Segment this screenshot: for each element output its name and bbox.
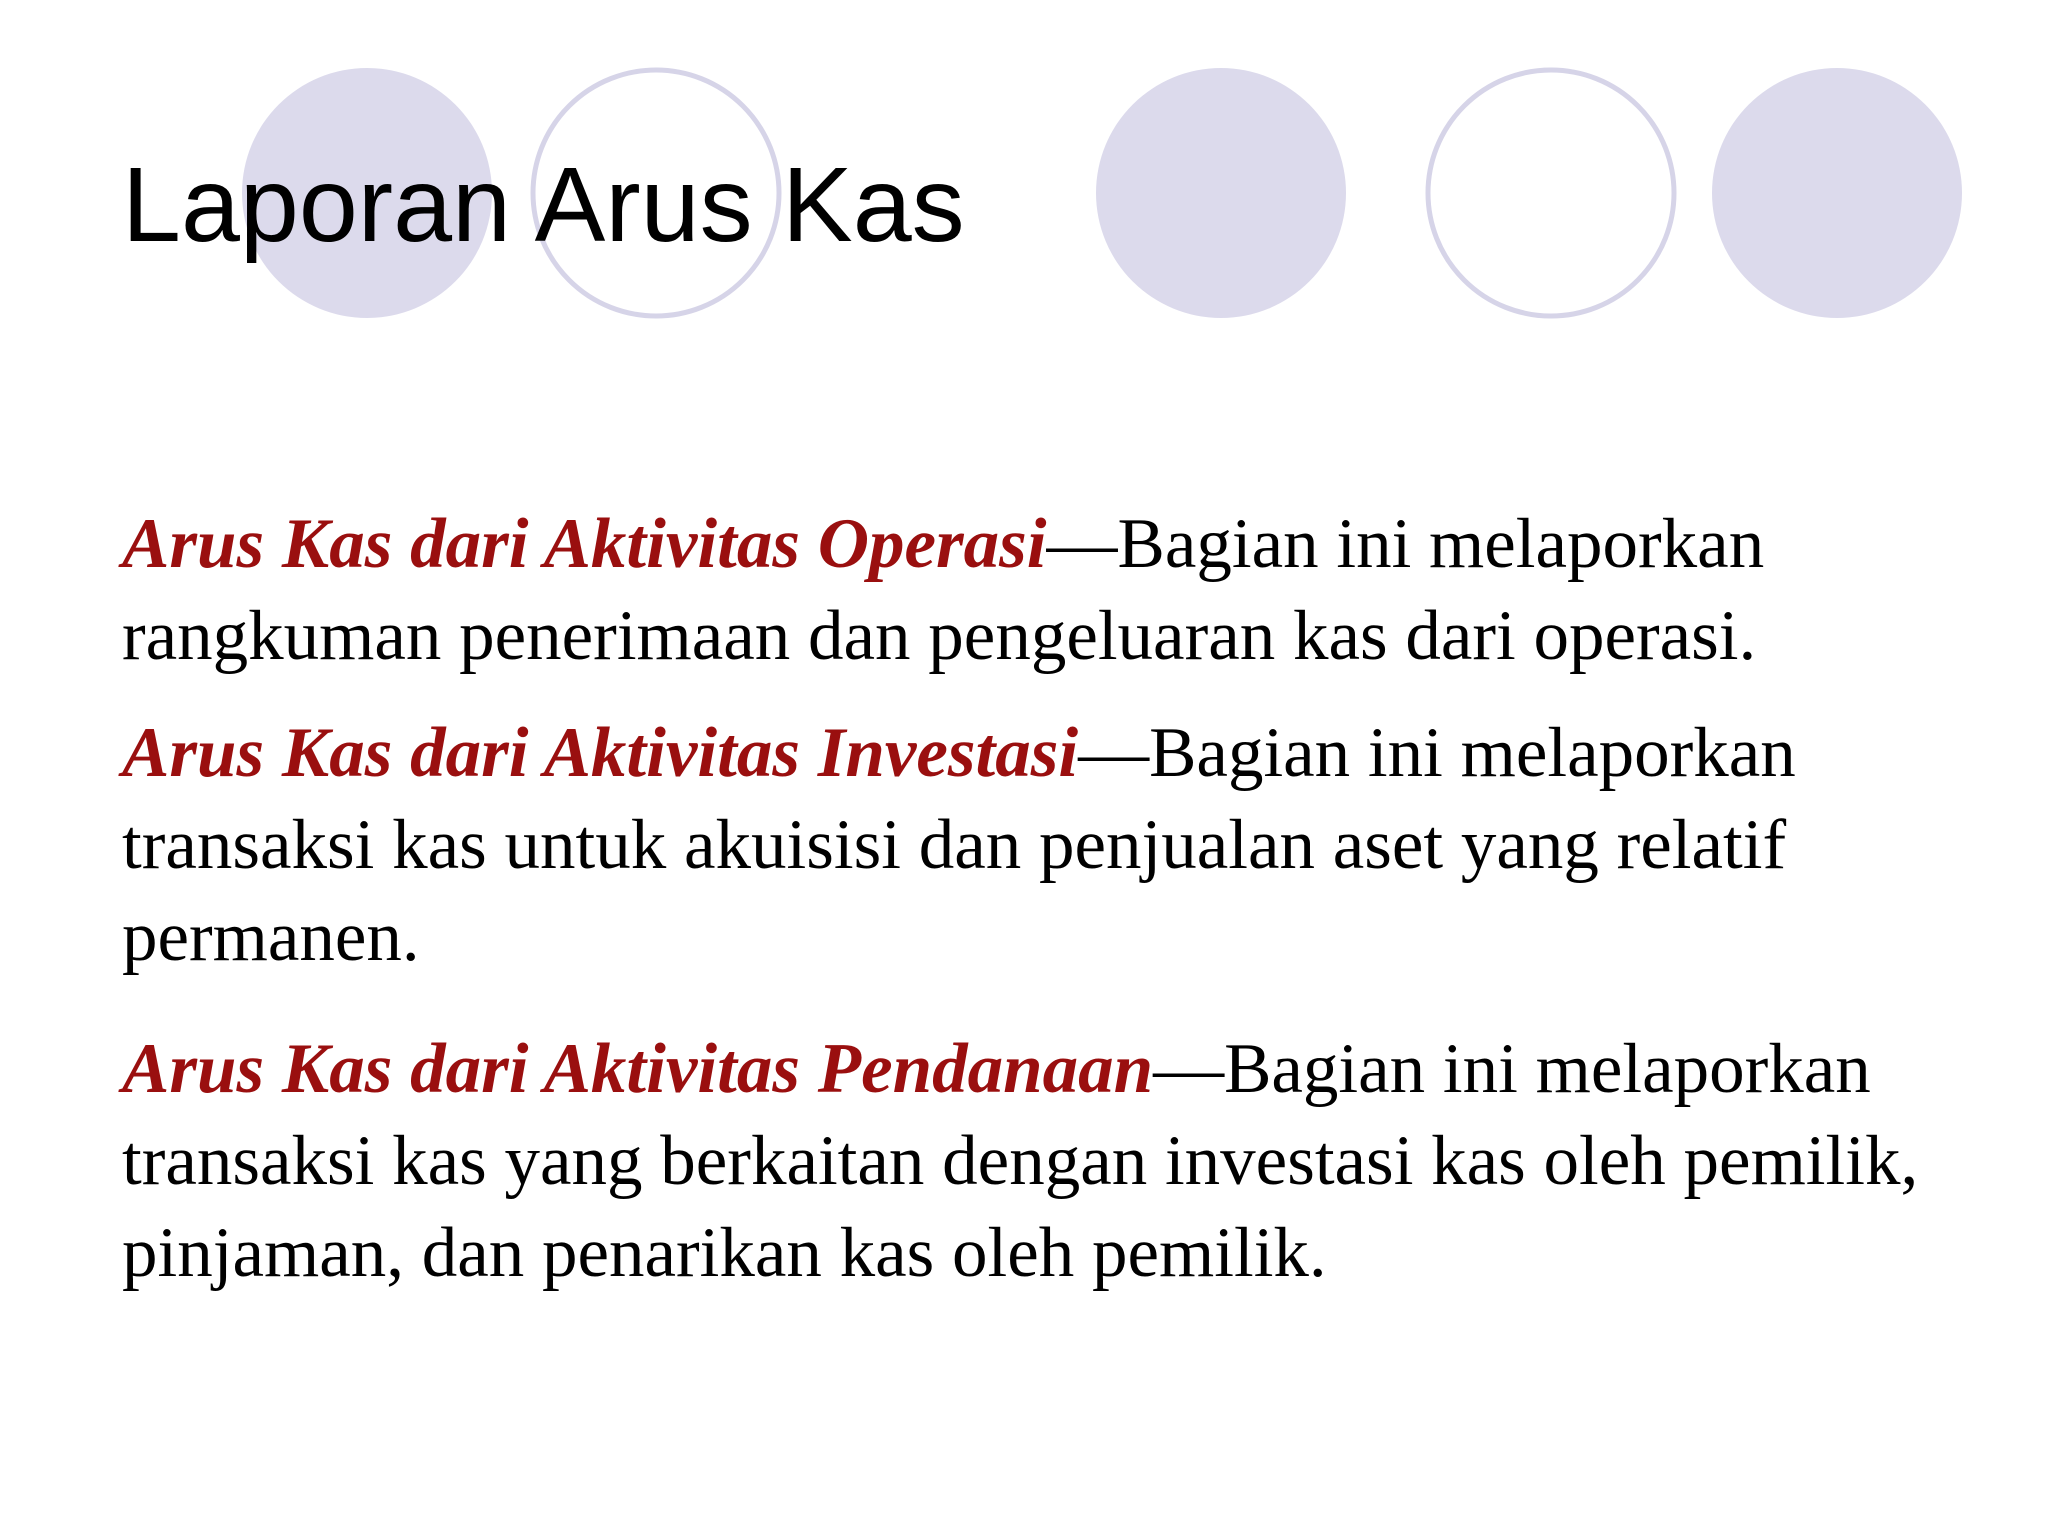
section-dash: — — [1153, 1030, 1225, 1108]
section-description: Bagian ini melaporkan rangkuman penerimaan dan pengeluaran kas dari operasi. — [122, 505, 1765, 675]
section-description: Bagian ini melaporkan transaksi kas yang berkaitan dengan investasi kas oleh pemilik, pinjaman, dan penarikan kas oleh pemilik. — [122, 1030, 1919, 1292]
slide-title: Laporan Arus Kas — [122, 146, 965, 264]
filled-circle-2 — [1096, 68, 1346, 318]
section-operating — [122, 498, 1972, 682]
section-financing — [122, 1023, 1972, 1299]
section-dash: — — [1046, 505, 1118, 583]
section-term: Arus Kas dari Aktivitas Operasi — [122, 505, 1047, 583]
section-term: Arus Kas dari Aktivitas Pendanaan — [122, 1030, 1154, 1108]
ring-circle-2 — [1428, 70, 1674, 316]
filled-circle-3 — [1712, 68, 1962, 318]
section-description: Bagian ini melaporkan transaksi kas untuk akuisisi dan penjualan aset yang relatif permanen. — [122, 714, 1796, 976]
section-dash: — — [1078, 714, 1150, 792]
section-term: Arus Kas dari Aktivitas Investasi — [122, 714, 1079, 792]
slide-body — [122, 498, 1972, 1299]
section-investing — [122, 707, 1972, 983]
